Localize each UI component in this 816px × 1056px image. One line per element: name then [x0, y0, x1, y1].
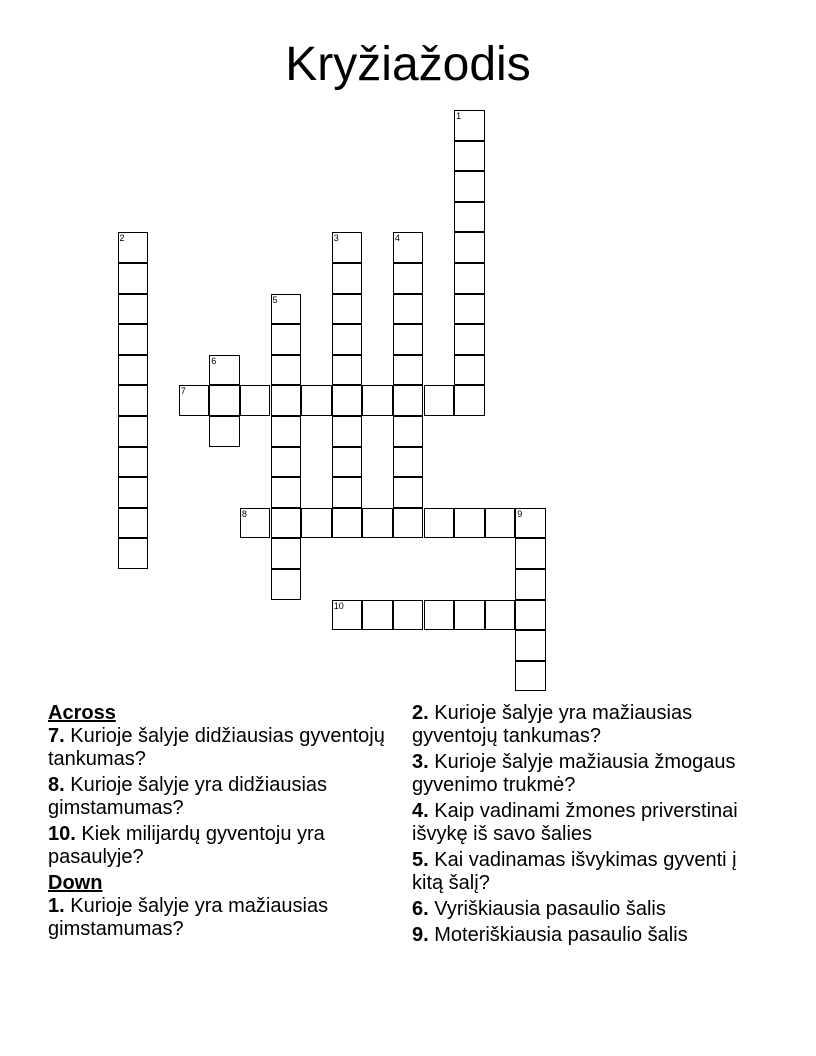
- across-heading: Across: [48, 702, 116, 724]
- grid-cell[interactable]: [271, 355, 302, 386]
- grid-cell[interactable]: [118, 294, 149, 325]
- clue-number-label: 7.: [48, 725, 65, 747]
- grid-cell[interactable]: [393, 263, 424, 294]
- grid-cell[interactable]: [393, 355, 424, 386]
- grid-cell[interactable]: [301, 385, 332, 416]
- grid-cell[interactable]: [454, 202, 485, 233]
- clue-text: Kai vadinamas išvykimas gyventi į kitą šalį?: [412, 849, 737, 894]
- grid-cell[interactable]: [393, 232, 424, 263]
- clue-number: 9: [517, 508, 523, 519]
- clue-number: 8: [241, 508, 247, 519]
- grid-cell[interactable]: [332, 263, 363, 294]
- grid-cell[interactable]: [271, 477, 302, 508]
- across-clues: [48, 725, 388, 869]
- grid-cell[interactable]: [515, 569, 546, 600]
- clue-number: 7: [180, 386, 186, 397]
- grid-cell[interactable]: [118, 385, 149, 416]
- clue-text: Kurioje šalyje yra didžiausias gimstamumas?: [48, 774, 328, 819]
- grid-cell[interactable]: [209, 416, 240, 447]
- clue-number-label: 6.: [412, 898, 429, 920]
- clue-number-label: 8.: [48, 774, 65, 796]
- grid-cell[interactable]: [424, 508, 455, 539]
- grid-cell[interactable]: [454, 263, 485, 294]
- grid-cell[interactable]: [424, 600, 455, 631]
- grid-cell[interactable]: [454, 508, 485, 539]
- grid-cell[interactable]: [301, 508, 332, 539]
- grid-cell[interactable]: [362, 508, 393, 539]
- clue-number: 3: [333, 233, 339, 244]
- grid-cell[interactable]: [271, 508, 302, 539]
- grid-cell[interactable]: [118, 232, 149, 263]
- grid-cell[interactable]: [454, 141, 485, 172]
- grid-cell[interactable]: [271, 385, 302, 416]
- clue-text: Vyriškiausia pasaulio šalis: [428, 898, 666, 920]
- grid-cell[interactable]: [485, 508, 516, 539]
- clue-text: Kiek milijardų gyventoju yra pasaulyje?: [48, 823, 325, 868]
- across-clue: [48, 774, 388, 820]
- grid-cell[interactable]: [515, 630, 546, 661]
- clue-number: 5: [272, 294, 278, 305]
- across-clue: [48, 725, 388, 771]
- grid-cell[interactable]: [332, 600, 363, 631]
- clue-column-right: [412, 702, 772, 950]
- grid-cell[interactable]: [332, 294, 363, 325]
- grid-cell[interactable]: [454, 385, 485, 416]
- clue-text: Kurioje šalyje yra mažiausias gimstamumas?: [48, 895, 329, 940]
- clue-number: 10: [333, 600, 344, 611]
- grid-cell[interactable]: [332, 324, 363, 355]
- grid-cell[interactable]: [240, 508, 271, 539]
- grid-cell[interactable]: [454, 294, 485, 325]
- clue-column-left: [48, 702, 388, 944]
- down-clue: [412, 898, 772, 921]
- grid-cell[interactable]: [393, 324, 424, 355]
- across-clue: [48, 823, 388, 869]
- grid-cell[interactable]: [454, 324, 485, 355]
- grid-cell[interactable]: [332, 447, 363, 478]
- clue-number: 1: [456, 111, 462, 121]
- clue-number: 6: [211, 355, 217, 366]
- clue-text: Moteriškiausia pasaulio šalis: [428, 924, 688, 946]
- down-clue: [412, 702, 772, 748]
- clue-number-label: 1.: [48, 895, 65, 917]
- down-clue: [412, 800, 772, 846]
- grid-cell[interactable]: [454, 171, 485, 202]
- grid-cell[interactable]: [209, 385, 240, 416]
- grid-cell[interactable]: [393, 508, 424, 539]
- grid-cell[interactable]: [271, 538, 302, 569]
- grid-cell[interactable]: [332, 508, 363, 539]
- clue-number-label: 9.: [412, 924, 429, 946]
- grid-cell[interactable]: [271, 569, 302, 600]
- grid-cell[interactable]: [362, 600, 393, 631]
- grid-cell[interactable]: [393, 447, 424, 478]
- grid-cell[interactable]: [271, 294, 302, 325]
- down-clues-part2: [412, 702, 772, 947]
- page-title: Kryžiažodis: [285, 38, 531, 91]
- grid-cell[interactable]: [454, 355, 485, 386]
- down-clue: [412, 924, 772, 947]
- down-clues-part1: [48, 895, 388, 941]
- clue-text: Kurioje šalyje yra mažiausias gyventojų tankumas?: [412, 702, 693, 747]
- clue-number: 4: [394, 233, 400, 244]
- down-clue: [48, 895, 388, 941]
- grid-cell[interactable]: [393, 477, 424, 508]
- grid-cell[interactable]: [118, 355, 149, 386]
- clue-number-label: 4.: [412, 800, 429, 822]
- grid-cell[interactable]: [118, 538, 149, 569]
- grid-cell[interactable]: [332, 477, 363, 508]
- grid-cell[interactable]: [271, 416, 302, 447]
- grid-cell[interactable]: [118, 324, 149, 355]
- grid-cell[interactable]: [454, 110, 485, 141]
- grid-cell[interactable]: [240, 385, 271, 416]
- grid-cell[interactable]: [118, 508, 149, 539]
- grid-cell[interactable]: [118, 416, 149, 447]
- grid-cell[interactable]: [179, 385, 210, 416]
- grid-cell[interactable]: [515, 600, 546, 631]
- grid-cell[interactable]: [515, 508, 546, 539]
- grid-cell[interactable]: [424, 385, 455, 416]
- grid-cell[interactable]: [332, 385, 363, 416]
- grid-cell[interactable]: [271, 447, 302, 478]
- grid-cell[interactable]: [393, 294, 424, 325]
- clue-text: Kurioje šalyje mažiausia žmogaus gyvenimo trukmė?: [412, 751, 736, 796]
- down-heading: Down: [48, 872, 103, 894]
- clue-number-label: 10.: [48, 823, 76, 845]
- clue-text: Kaip vadinami žmones priverstinai išvykę iš savo šalies: [412, 800, 738, 845]
- grid-cell[interactable]: [209, 355, 240, 386]
- grid-cell[interactable]: [515, 661, 546, 692]
- grid-cell[interactable]: [118, 263, 149, 294]
- grid-cell[interactable]: [454, 232, 485, 263]
- grid-cell[interactable]: [362, 385, 393, 416]
- grid-cell[interactable]: [454, 600, 485, 631]
- grid-cell[interactable]: [485, 600, 516, 631]
- grid-cell[interactable]: [118, 447, 149, 478]
- grid-cell[interactable]: [332, 232, 363, 263]
- clue-text: Kurioje šalyje didžiausias gyventojų tankumas?: [48, 725, 385, 770]
- clue-number-label: 2.: [412, 702, 429, 724]
- clue-number-label: 5.: [412, 849, 429, 871]
- grid-cell[interactable]: [271, 324, 302, 355]
- grid-cell[interactable]: [393, 385, 424, 416]
- grid-cell[interactable]: [515, 538, 546, 569]
- grid-cell[interactable]: [393, 600, 424, 631]
- grid-cell[interactable]: [332, 416, 363, 447]
- clue-number: 2: [119, 233, 125, 244]
- grid-cell[interactable]: [332, 355, 363, 386]
- grid-cell[interactable]: [118, 477, 149, 508]
- down-clue: [412, 849, 772, 895]
- down-clue: [412, 751, 772, 797]
- clue-number-label: 3.: [412, 751, 429, 773]
- grid-cell[interactable]: [393, 416, 424, 447]
